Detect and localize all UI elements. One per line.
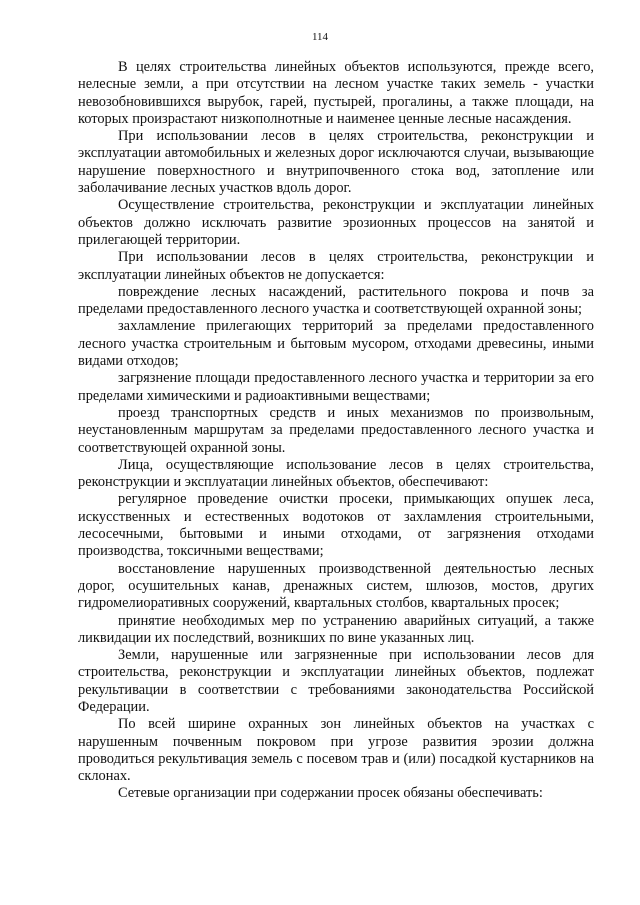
- paragraph-obligations-intro: Лица, осуществляющие использование лесов в целях строительства, реконструкции и эксплуатации линейных объектов, обеспечивают:: [78, 456, 594, 491]
- paragraph-obligation-restoration: восстановление нарушенных производственной деятельностью лесных дорог, осушительных канав, дренажных систем, шлюзов, мостов, других гидромелиоративных сооружений, квартальных столбов, квартальных просек;: [78, 560, 594, 612]
- paragraph-prohibition-vehicles: проезд транспортных средств и иных механизмов по произвольным, неустановленным маршрутам за пределами предоставленного лесного участка и соответствующей охранной зоны.: [78, 404, 594, 456]
- paragraph-erosion-prevention: Осуществление строительства, реконструкции и эксплуатации линейных объектов должно исключать развитие эрозионных процессов на занятой и прилегающей территории.: [78, 197, 594, 248]
- paragraph-land-selection: В целях строительства линейных объектов используются, прежде всего, нелесные земли, а при отсутствии на лесном участке таких земель - участки невозобновившихся вырубок, гарей, пустырей, прогалины, а также площади, на которых произрастают низкополнотные и наименее ценные лесные насаждения.: [78, 59, 594, 127]
- paragraph-prohibition-pollution: загрязнение площади предоставленного лесного участка и территории за его пределами химическими и радиоактивными веществами;: [78, 370, 594, 404]
- paragraph-prohibition-littering: захламление прилегающих территорий за пределами предоставленного лесного участка строительным и бытовым мусором, отходами древесины, иными видами отходов;: [78, 318, 594, 370]
- paragraph-recultivation: Земли, нарушенные или загрязненные при использовании лесов для строительства, реконструкции и эксплуатации линейных объектов, подлежат рекультивации в соответствии с требованиями законодательства Российской Федерации.: [78, 647, 594, 715]
- document-body: [78, 59, 594, 803]
- paragraph-prohibition-damage: повреждение лесных насаждений, растительного покрова и почв за пределами предоставленного лесного участка и соответствующей охранной зоны;: [78, 283, 594, 318]
- page-number: 114: [311, 31, 329, 43]
- paragraph-obligation-cleaning: регулярное проведение очистки просеки, примыкающих опушек леса, искусственных и естественных водотоков от захламления строительными, лесосечными, бытовыми и иными отходами, от загрязнения отходами производства, токсичными веществами;: [78, 491, 594, 560]
- paragraph-obligation-emergencies: принятие необходимых мер по устранению аварийных ситуаций, а также ликвидации их последствий, возникших по вине указанных лиц.: [78, 612, 594, 646]
- paragraph-protection-zones: По всей ширине охранных зон линейных объектов на участках с нарушенным почвенным покровом при угрозе развития эрозии должна проводиться рекультивация земель с посевом трав и (или) посадкой кустарников на склонах.: [78, 716, 594, 785]
- paragraph-roads-water-flow: При использовании лесов в целях строительства, реконструкции и эксплуатации автомобильных и железных дорог исключаются случаи, вызывающие нарушение поверхностного и внутрипочвенного стока вод, затопление или заболачивание лесных участков вдоль дорог.: [78, 128, 594, 197]
- paragraph-network-organizations: Сетевые организации при содержании просек обязаны обеспечивать:: [118, 785, 543, 802]
- paragraph-prohibitions-intro: При использовании лесов в целях строительства, реконструкции и эксплуатации линейных объектов не допускается:: [78, 249, 594, 283]
